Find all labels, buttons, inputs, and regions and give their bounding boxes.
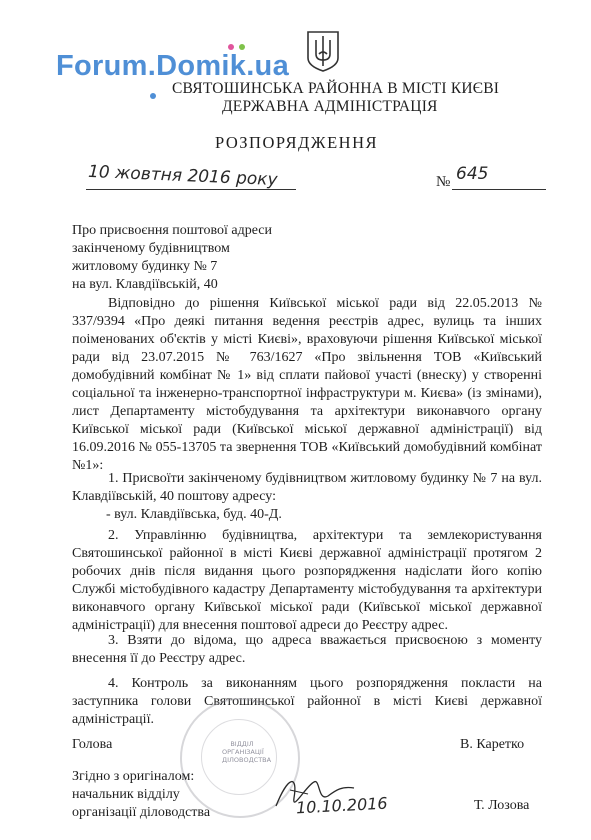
order-item-2: 2. Управлінню будівництва, архітектури та землекористування Святошинської районної в місті Києві державної адміністрації протягом 2 робочих днів після видання цього розпорядження надіслати його копію Службі містобудівного кадастру Департаменту містобудування та архітектури виконавчого органу Київської міської ради (Київської міської державної адміністрації) для внесення поштової адреси до Реєстру адрес. (72, 528, 542, 633)
copy-certification-line2: начальник відділу (72, 787, 180, 802)
date-underline (86, 189, 296, 190)
head-name: В. Каретко (460, 737, 525, 752)
number-label: № (436, 174, 451, 190)
number-underline (452, 189, 546, 190)
subject-line: закінченому будівництвом (72, 241, 230, 256)
watermark-dot-blue (150, 93, 156, 99)
document-title: РОЗПОРЯДЖЕННЯ (215, 133, 378, 152)
subject-line: житловому будинку № 7 (72, 259, 218, 274)
subject-block (72, 222, 272, 294)
copy-certification-line3: організації діловодства (72, 805, 211, 820)
order-item-1: 1. Присвоїти закінченому будівництвом житловому будинку № 7 на вул. Клавдіївській, 40 поштову адресу: (72, 471, 542, 504)
assigned-address: - вул. Клавдіївська, буд. 40-Д. (106, 507, 282, 522)
subject-line: на вул. Клавдіївській, 40 (72, 277, 218, 292)
authority-name-line1: СВЯТОШИНСЬКА РАЙОННА В МІСТІ КИЄВІ (172, 80, 500, 97)
head-title: Голова (72, 737, 113, 752)
stamp-text: ВІДДІЛ ОРГАНІЗАЦІЇ ДІЛОВОДСТВА (222, 740, 272, 764)
trident-coat-of-arms-icon (306, 30, 340, 72)
handwritten-copy-date: 10.10.2016 (295, 793, 389, 818)
order-item-4: 4. Контроль за виконанням цього розпорядження покласти на заступника голови Святошинської районної в місті Києві державної адміністрації. (72, 676, 542, 727)
authority-name-line2: ДЕРЖАВНА АДМІНІСТРАЦІЯ (222, 98, 438, 115)
preamble-paragraph: Відповідно до рішення Київської міської ради від 22.05.2013 № 337/9394 «Про деякі питання ведення реєстрів адрес, вулиць та інших поіменованих об'єктів у місті Києві», враховуючи рішення Київської міської ради від 23.07.2015 № 763/1627 «Про звільнення ТОВ «Київський домобудівний комбінат № 1» від сплати пайової участі (внеску) у створенні соціальної та інженерно-транспортної інфраструктури м. Києва» (із змінами), лист Департаменту містобудування та архітектури виконавчого органу Київської міської ради (Київської міської державної адміністрації) від 16.09.2016 № 055-13705 та звернення ТОВ «Київський домобудівний комбінат №1»: (72, 296, 542, 473)
watermark-text: Forum.Domik.ua (56, 50, 289, 82)
subject-line: Про присвоєння поштової адреси (72, 223, 272, 238)
copy-signer-name: Т. Лозова (474, 798, 530, 813)
handwritten-date: 10 жовтня 2016 року (87, 161, 278, 191)
order-item-3: 3. Взяти до відома, що адреса вважається присвоєною з моменту внесення її до Реєстру адрес. (72, 633, 542, 666)
watermark-dot-magenta (228, 44, 234, 50)
handwritten-number: 645 (456, 164, 489, 184)
copy-certification-line1: Згідно з оригіналом: (72, 769, 195, 784)
watermark-dot-green (239, 44, 245, 50)
